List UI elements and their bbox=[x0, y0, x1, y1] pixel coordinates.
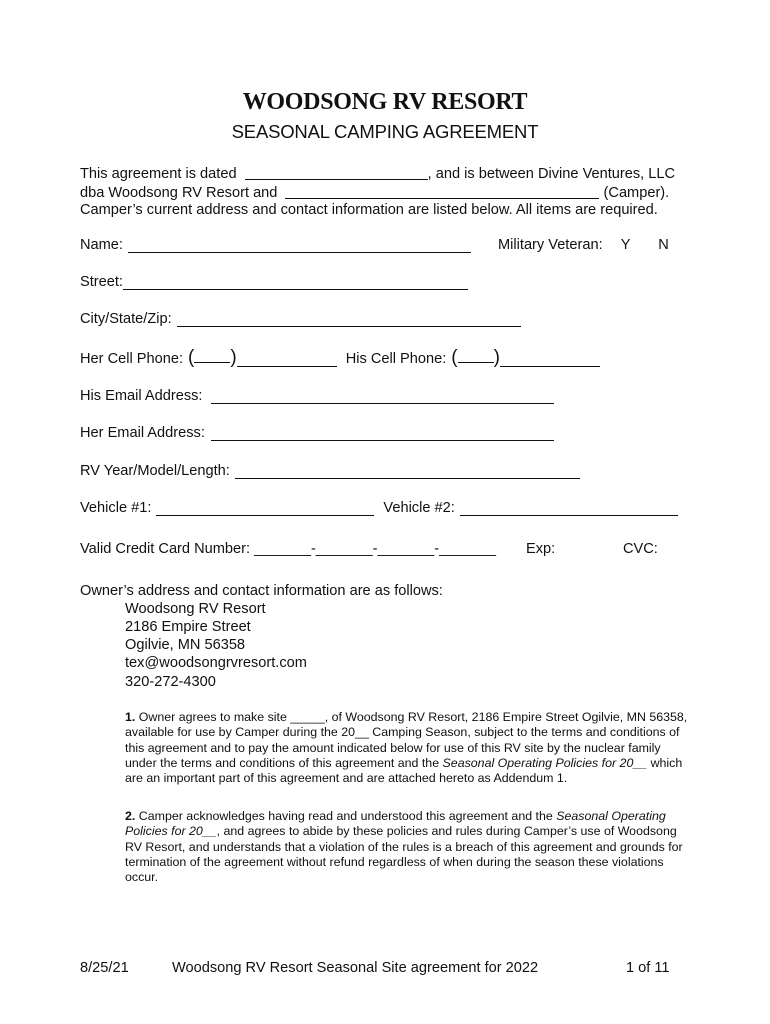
her-email-label: Her Email Address: bbox=[80, 425, 205, 441]
owner-line: 2186 Empire Street bbox=[125, 619, 251, 635]
name-label: Name: bbox=[80, 237, 123, 253]
owner-heading: Owner’s address and contact information are as follows: bbox=[80, 583, 443, 599]
term-2-text: Camper acknowledges having read and understood this agreement and the bbox=[135, 809, 557, 823]
term-1-text: Owner agrees to make site _____, of Woodsong RV Resort, 2186 Empire Street Ogilvie, MN 56358, available for use by Camper during the 20__ Camping Season, subject to the terms and conditions of this agreement and to pay the amount indicated below for use of this RV site by the nuclear family under the terms and conditions of this agreement and the bbox=[125, 710, 688, 770]
vehicle-row bbox=[80, 500, 678, 516]
vehicle1-field[interactable] bbox=[156, 501, 374, 516]
intro-camper-text: (Camper). bbox=[603, 185, 670, 201]
term-2-number: 2. bbox=[125, 809, 136, 823]
intro-dated-label: This agreement is dated bbox=[80, 166, 237, 182]
date-field[interactable] bbox=[245, 165, 428, 180]
city-label: City/State/Zip: bbox=[80, 311, 172, 327]
rv-row bbox=[80, 463, 580, 479]
his-email-label: His Email Address: bbox=[80, 388, 203, 404]
term-2-text-end: , and agrees to abide by these policies and rules during Camper’s use of Woodsong RV Resort, and understands that a violation of the rules is a breach of this agreement and grounds for termination of the agreement without refund regardless of when during the season these violations occur. bbox=[125, 824, 683, 885]
his-email-field[interactable] bbox=[211, 389, 554, 404]
document-title: WOODSONG RV RESORT bbox=[242, 89, 528, 115]
credit-card-label: Valid Credit Card Number: bbox=[80, 541, 251, 557]
document-subtitle: SEASONAL CAMPING AGREEMENT bbox=[231, 121, 539, 142]
rv-field[interactable] bbox=[235, 464, 580, 479]
rv-label: RV Year/Model/Length: bbox=[80, 463, 230, 479]
veteran-yes-option[interactable]: Y bbox=[620, 237, 631, 253]
footer-title: Woodsong RV Resort Seasonal Site agreement for 2022 bbox=[172, 960, 539, 976]
owner-email[interactable]: tex@woodsongrvresort.com bbox=[125, 655, 307, 671]
vehicle2-field[interactable] bbox=[460, 501, 678, 516]
term-1-text-end: which are an important part of this agreement and are attached hereto as Addendum 1. bbox=[125, 755, 683, 786]
intro-between-text: , and is between Divine Ventures, LLC bbox=[427, 166, 676, 182]
name-field[interactable] bbox=[128, 238, 471, 253]
her-cell-field[interactable] bbox=[237, 352, 337, 367]
his-cell-field[interactable] bbox=[500, 352, 600, 367]
city-row bbox=[80, 311, 521, 327]
exp-label[interactable]: Exp: bbox=[526, 541, 556, 557]
owner-line: Woodsong RV Resort bbox=[125, 601, 266, 617]
owner-line: Ogilvie, MN 56358 bbox=[125, 637, 246, 653]
vehicle1-label: Vehicle #1: bbox=[80, 500, 152, 516]
street-field[interactable] bbox=[123, 275, 468, 290]
camper-name-field[interactable] bbox=[285, 184, 599, 199]
term-2-policy-title: Seasonal Operating Policies for 20__ bbox=[125, 809, 666, 839]
her-email-row bbox=[80, 425, 554, 441]
intro-dba-text: dba Woodsong RV Resort and bbox=[80, 185, 278, 201]
term-1-number: 1. bbox=[125, 710, 136, 724]
her-area-code-field[interactable]: ( ) bbox=[188, 347, 237, 368]
term-1-policy-title: Seasonal Operating Policies for 20__ bbox=[442, 755, 648, 770]
intro-line-3: Camper’s current address and contact information are listed below. All items are required. bbox=[80, 202, 658, 218]
his-email-row bbox=[80, 388, 554, 404]
owner-phone: 320-272-4300 bbox=[125, 674, 216, 690]
cvc-label[interactable]: CVC: bbox=[623, 541, 658, 557]
street-row bbox=[80, 274, 468, 290]
name-row bbox=[80, 237, 471, 253]
veteran-no-option[interactable]: N bbox=[658, 237, 669, 253]
credit-card-field[interactable]: _______-_______-_______-_______ bbox=[254, 541, 496, 557]
veteran-label: Military Veteran: bbox=[498, 237, 603, 253]
intro-line-2 bbox=[80, 184, 669, 201]
footer-date: 8/25/21 bbox=[80, 960, 129, 976]
term-paragraph-1 bbox=[125, 710, 690, 786]
vehicle2-label: Vehicle #2: bbox=[383, 500, 455, 516]
military-veteran bbox=[498, 237, 669, 253]
her-email-field[interactable] bbox=[211, 426, 554, 441]
his-cell-label: His Cell Phone: bbox=[345, 351, 447, 367]
street-label: Street: bbox=[80, 274, 123, 290]
intro-line-1 bbox=[80, 165, 675, 182]
credit-card-row bbox=[80, 541, 496, 557]
her-cell-label: Her Cell Phone: bbox=[80, 351, 184, 367]
term-paragraph-2 bbox=[125, 809, 690, 885]
his-area-code-field[interactable]: ( ) bbox=[451, 347, 500, 368]
city-state-zip-field[interactable] bbox=[177, 312, 521, 327]
footer-page-number: 1 of 11 bbox=[626, 960, 670, 976]
phone-row bbox=[80, 348, 600, 367]
